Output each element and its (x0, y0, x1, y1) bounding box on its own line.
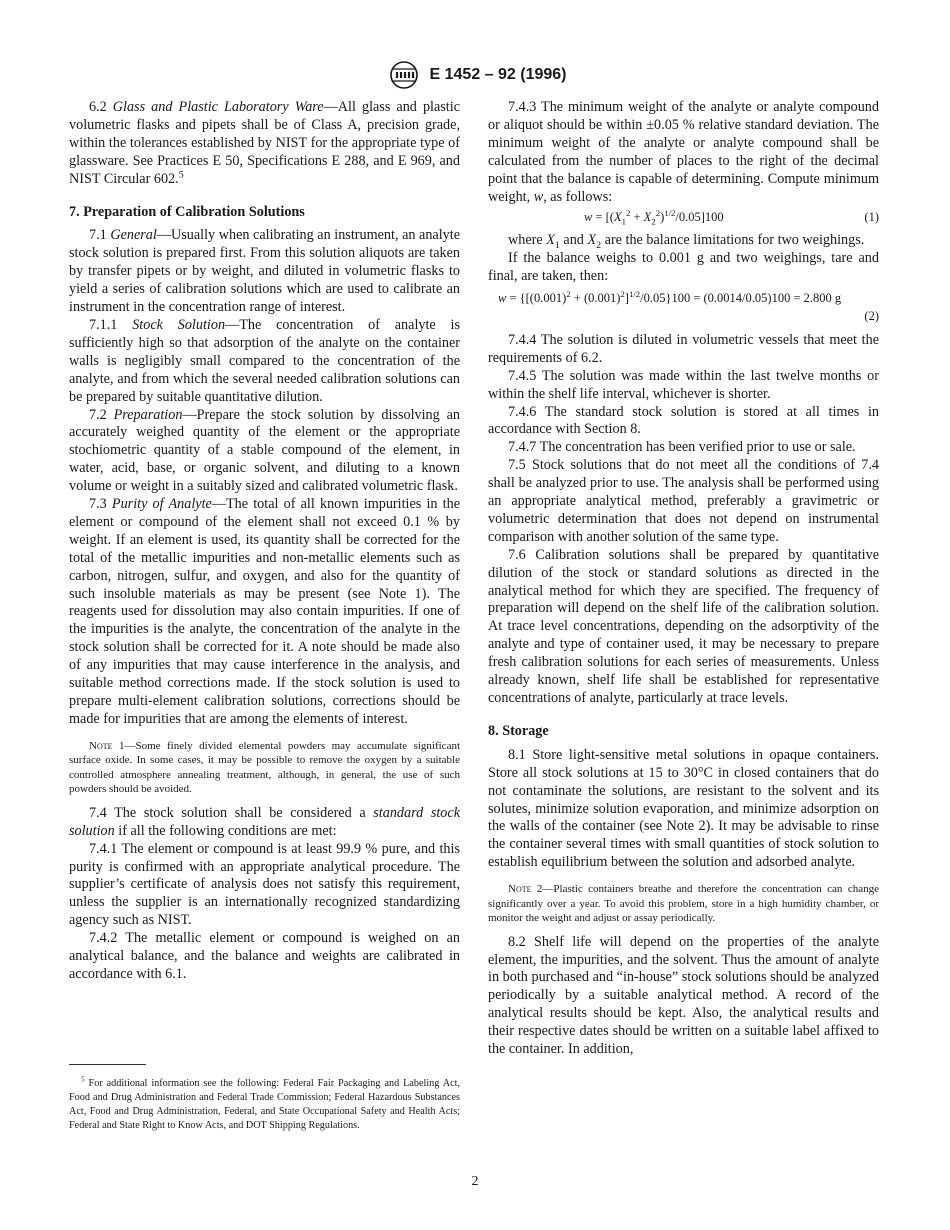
section-7-4-1: 7.4.1 The element or compound is at least 99.9 % pure, and this purity is confirmed with an appropriate analytical procedure. The supplier’s certificate of analysis does not satisfy this requirement, unless the supplier is an internationally recognized standardizing agency such as NIST. (69, 840, 460, 929)
equation-1-definition: where $X_1$ and $X_2$ are the balance limitations for two weighings. (508, 232, 865, 252)
left-column (69, 99, 460, 984)
section-7-2: 7.2 Preparation—Prepare the stock solution by dissolving an accurately weighed quantity of the element or the appropriate stochiometric quantity of a stable compound of the element, in water, acid, base, or organic solvent, and diluting to a known volume or weight in a suitably sized and calibrated volumetric flask. (69, 406, 460, 495)
footnote-5: $^5$ For additional information see the following: Federal Fair Packaging and Labeling Act, Food and Drug Administration and Federal Trade Commission; Federal Hazardous Substances Act, Food and Drug Administration, Federal, and State Occupational Safety and Health Acts; Federal and State Right to Know Acts, and DOT Shipping Regulations. (69, 1075, 460, 1131)
equation-2-number: (2) (864, 308, 879, 323)
astm-logo-icon (384, 60, 424, 90)
balance-paragraph: If the balance weighs to 0.001 g and two weighings, tare and final, are taken, then: (488, 250, 879, 285)
section-7-1-1: 7.1.1 Stock Solution—The concentration of analyte is sufficiently high so that adsorption of the analyte on the container walls is negligibly small compared to the concentration of the analyte, and from which the several needed calibration solutions can be prepared by suitable quantitative dilution. (69, 316, 461, 405)
section-8-heading: 8. Storage (488, 722, 549, 739)
section-7-4-2: 7.4.2 The metallic element or compound is weighed on an analytical balance, and the balance and weights are calibrated in accordance with 6.1. (69, 930, 460, 982)
section-7-3: 7.3 Purity of Analyte—The total of all known impurities in the element or compound of the element shall not exceed 0.1 % by weight. If an element is used, its quantity shall be corrected for the total of the metallic impurities and non-metallic elements such as carbon, nitrogen, sulfur, and oxygen, and also for the quantity of such insoluble materials as may be present (see Note 1). The reagents used for dissolution may also contain impurities. If one of the impurities is the analyte, the concentration of the analyte in the stock solution shall be corrected for it. A note should be made also of any impurities that may cause interference in the analysis, and suitable method corrections made. If the stock solution is used to prepare multi-element calibration solutions, corrections should be made for impurities that are among the elements of interest. (69, 496, 461, 727)
section-7-1: 7.1 General—Usually when calibrating an instrument, an analyte stock solution is prepared first. From this solution aliquots are taken by transfer pipets or by weight, and diluted in volumetric flasks to yield a series of calibration solutions which are used to calibrate an instrument in the concentration range of interest. (69, 227, 461, 316)
equation-1: $w = [(X_1^2 + X_2^2)^{1/2}/0.05]100$ (1) (584, 208, 879, 227)
section-7-4: 7.4 The stock solution shall be considered a standard stock solution if all the following conditions are met: (69, 804, 460, 839)
section-7-4-4: 7.4.4 The solution is diluted in volumetric vessels that meet the requirements of 6.2. (488, 331, 879, 366)
section-7-4-3: 7.4.3 The minimum weight of the analyte or analyte compound or aliquot should be within ±0.05 % relative standard deviation. The minimum weight of the analyte or analyte compound shall be calculated from the number of places to the right of the decimal point that the balance is capable of determining. Compute minimum weight, w, as follows: (488, 99, 879, 205)
section-8-2: 8.2 Shelf life will depend on the properties of the analyte element, the impurities, and the solvent. Thus the amount of analyte in both purchased and “in-house” stock solutions should be analyzed periodically by a suitable analytical method. A record of the analytical results should be kept. Also, the analytical results and their respective dates should be written on a suitable label affixed to the container. In addition, (488, 933, 879, 1058)
equation-1-number: (1) (864, 210, 879, 225)
section-7-4-5: 7.4.5 The solution was made within the last twelve months or within the shelf life interval, whichever is shorter. (488, 367, 879, 402)
page-number: 2 (471, 1174, 479, 1189)
note-1: Note 1—Some finely divided elemental powders may accumulate significant surface oxide. In some cases, it may be possible to remove the oxygen by a suitable controlled atmosphere annealing treatment, although, in general, the use of such powders should be avoided. (69, 739, 461, 796)
section-7-5: 7.5 Stock solutions that do not meet all the conditions of 7.4 shall be analyzed prior to use. The analysis shall be performed using an appropriate analytical method, preferably a gravimetric or volumetric determination that does not depend on instrumental comparison with another solution of the same type. (488, 457, 879, 545)
page-header (0, 60, 950, 90)
section-7-4-6: 7.4.6 The standard stock solution is stored at all times in accordance with Section 8. (488, 403, 879, 438)
note-2: Note 2—Plastic containers breathe and therefore the concentration can change significantly over a year. To avoid this problem, store in a high humidity chamber, or monitor the weight and adjust or assay periodically. (488, 883, 879, 925)
equation-2: $w = \{[(0.001)^2 + (0.001)^2]^{1/2}/0.05\}100 = (0.0014/0.05)100 = 2.800$ g (2) (488, 290, 879, 326)
document-designation: E 1452 – 92 (1996) (429, 66, 567, 83)
section-8-1: 8.1 Store light-sensitive metal solutions in opaque containers. Store all stock solutions at 15 to 30°C in closed containers that do not contaminate the solutions, are resistant to the solvent and its solutes, minimize solution evaporation, and minimize adsorption on the walls of the container (see Note 2). It may be advisable to rinse the container several times with small quantities of stock solution to establish equilibrium between the solution and adsorbed analyte. (488, 746, 879, 871)
footnote-divider (69, 1064, 146, 1065)
section-6-2: 6.2 Glass and Plastic Laboratory Ware—All glass and plastic volumetric flasks and pipets shall be of Class A, precision grade, within the tolerances established by NIST for the appropriate type of glassware. See Practices E 50, Specifications E 288, and E 969, and NIST Circular 602.$^5$ (69, 99, 460, 187)
right-column (488, 99, 879, 1059)
section-7-6: 7.6 Calibration solutions shall be prepared by quantitative dilution of the stock or standard solutions as directed in the analytical method for which they are specified. The frequency of preparation will depend on the shelf life of the calibration solution. At trace level concentrations, depending on the adsorptivity of the analyte and type of container used, it may be necessary to prepare fresh calibration solutions for each series of measurements. Unless already known, shelf life shall be established for representative concentrations of analyte, particularly at trace levels. (488, 546, 879, 706)
section-7-4-7: 7.4.7 The concentration has been verified prior to use or sale. (508, 439, 856, 456)
section-7-heading: 7. Preparation of Calibration Solutions (69, 203, 305, 220)
